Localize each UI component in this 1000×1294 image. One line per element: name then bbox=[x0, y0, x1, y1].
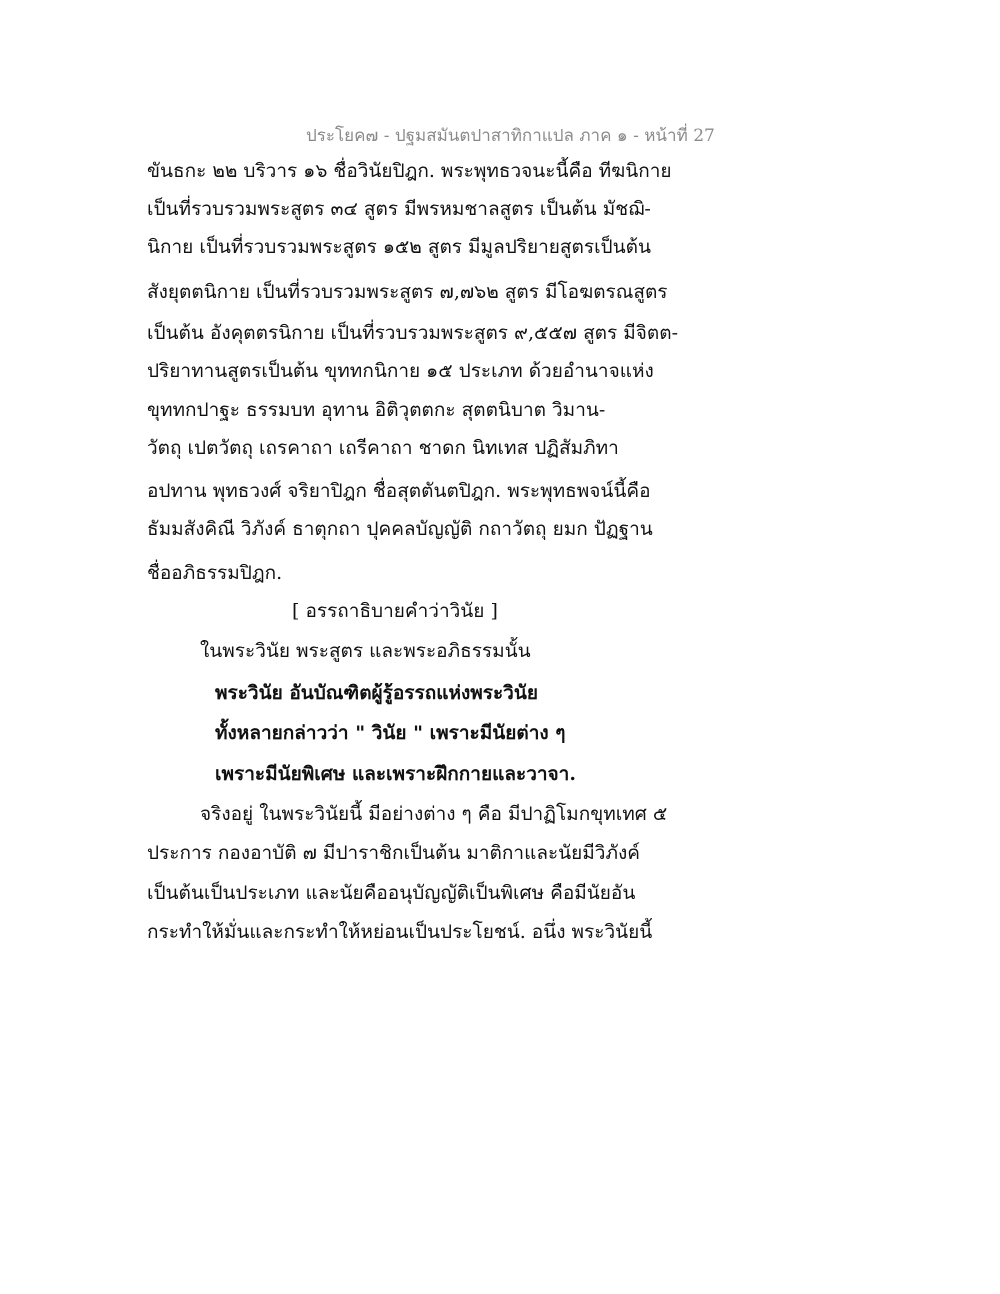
verse-line: พระวินัย อันบัณฑิตผู้รู้อรรถแห่งพระวินัย bbox=[215, 682, 538, 704]
section-heading: [ อรรถาธิบายคำว่าวินัย ] bbox=[292, 600, 498, 622]
page-header: ประโยค๗ - ปฐมสมันตปาสาทิกาแปล ภาค ๑ - หน้าที่ 27 bbox=[306, 126, 715, 146]
text-line: ประการ กองอาบัติ ๗ มีปาราชิกเป็นต้น มาติกาและนัยมีวิภังค์ bbox=[147, 842, 640, 864]
text-line: กระทำให้มั่นและกระทำให้หย่อนเป็นประโยชน์. อนึ่ง พระวินัยนี้ bbox=[147, 921, 653, 943]
text-line: วัตถุ เปตวัตถุ เถรคาถา เถรีคาถา ชาดก นิทเทส ปฏิสัมภิทา bbox=[147, 437, 619, 459]
text-line: ขันธกะ ๒๒ บริวาร ๑๖ ชื่อวินัยปิฎก. พระพุทธวจนะนี้คือ ทีฆนิกาย bbox=[147, 160, 672, 182]
text-line: นิกาย เป็นที่รวบรวมพระสูตร ๑๕๒ สูตร มีมูลปริยายสูตรเป็นต้น bbox=[147, 236, 651, 258]
text-line: ขุททกปาฐะ ธรรมบท อุทาน อิติวุตตกะ สุตตนิบาต วิมาน- bbox=[147, 399, 606, 421]
verse-line: ทั้งหลายกล่าวว่า " วินัย " เพราะมีนัยต่าง ๆ bbox=[215, 722, 566, 744]
verse-line: เพราะมีนัยพิเศษ และเพราะฝึกกายและวาจา. bbox=[215, 763, 576, 785]
text-line: จริงอยู่ ในพระวินัยนี้ มีอย่างต่าง ๆ คือ มีปาฏิโมกขุทเทศ ๕ bbox=[200, 803, 668, 825]
text-line: เป็นที่รวบรวมพระสูตร ๓๔ สูตร มีพรหมชาลสูตร เป็นต้น มัชฌิ- bbox=[147, 198, 651, 220]
text-line: ในพระวินัย พระสูตร และพระอภิธรรมนั้น bbox=[200, 640, 531, 662]
text-line: ชื่ออภิธรรมปิฎก. bbox=[147, 562, 283, 584]
text-line: เป็นต้น อังคุตตรนิกาย เป็นที่รวบรวมพระสูตร ๙,๕๕๗ สูตร มีจิตต- bbox=[147, 322, 679, 344]
text-line: ธัมมสังคิณี วิภังค์ ธาตุกถา ปุคคลบัญญัติ กถาวัตถุ ยมก ปัฏฐาน bbox=[147, 518, 653, 540]
text-line: อปทาน พุทธวงศ์ จริยาปิฎก ชื่อสุตตันตปิฎก. พระพุทธพจน์นี้คือ bbox=[147, 480, 651, 502]
text-line: สังยุตตนิกาย เป็นที่รวบรวมพระสูตร ๗,๗๖๒ สูตร มีโอฆตรณสูตร bbox=[147, 281, 668, 303]
text-line: ปริยาทานสูตรเป็นต้น ขุททกนิกาย ๑๕ ประเภท ด้วยอำนาจแห่ง bbox=[147, 360, 654, 382]
text-line: เป็นต้นเป็นประเภท และนัยคืออนุบัญญัติเป็นพิเศษ คือมีนัยอัน bbox=[147, 882, 636, 904]
